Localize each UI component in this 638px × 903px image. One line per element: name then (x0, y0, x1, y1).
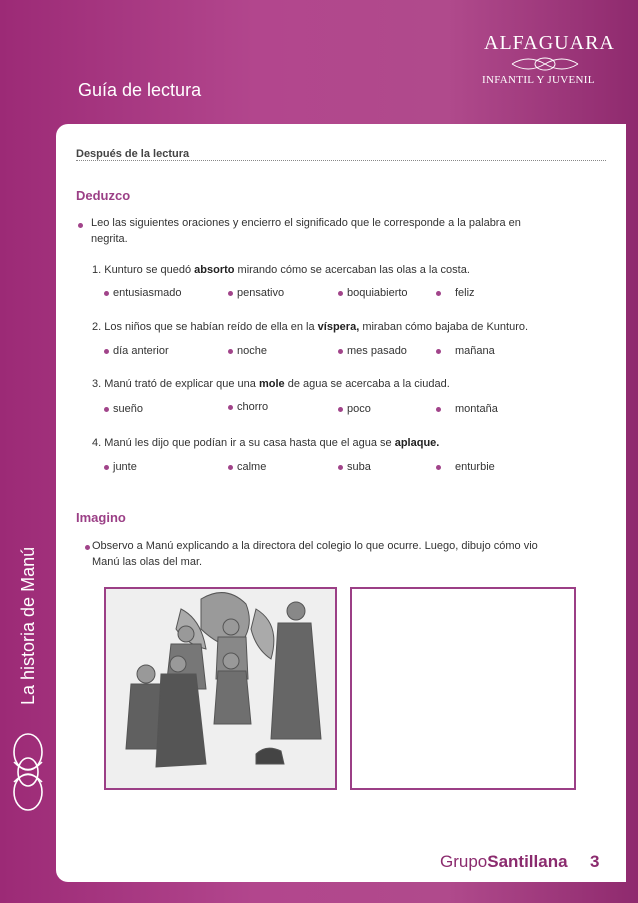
content-card (56, 124, 626, 882)
bullet-icon (436, 465, 441, 470)
bullet-icon (228, 465, 233, 470)
option[interactable]: pensativo (228, 287, 284, 299)
option[interactable]: montaña (436, 403, 498, 415)
brand-subtitle: INFANTIL Y JUVENIL (482, 74, 595, 86)
bullet-icon (338, 349, 343, 354)
sentence-1: 1. Kunturo se quedó absorto mirando cómo se acercaban las olas a la costa. (92, 264, 470, 276)
section-label: Después de la lectura (76, 148, 190, 160)
option[interactable]: entusiasmado (104, 287, 182, 299)
page-number: 3 (590, 852, 600, 871)
grupo-santillana-logo: GrupoSantillana (440, 852, 568, 871)
children-sketch-illustration (106, 589, 335, 788)
option[interactable]: junte (104, 461, 137, 473)
bullet-icon (104, 465, 109, 470)
santillana-swirl-icon (6, 722, 50, 822)
imagino-line-2: Manú las olas del mar. (92, 556, 203, 568)
option[interactable]: boquiabierto (338, 287, 408, 299)
instruction-line-1: Leo las siguientes oraciones y encierro el significado que le corresponde a la palabra en (91, 217, 521, 229)
imagino-heading: Imagino (76, 510, 126, 525)
bullet-icon (104, 291, 109, 296)
book-title: La historia de Manú (18, 546, 38, 705)
deduzco-heading: Deduzco (76, 188, 131, 203)
bullet-icon (228, 349, 233, 354)
imagino-line-1: Observo a Manú explicando a la directora del colegio lo que ocurre. Luego, dibujo cómo vio (92, 540, 538, 552)
option[interactable]: mes pasado (338, 345, 407, 357)
bullet-icon (338, 465, 343, 470)
option[interactable]: feliz (436, 287, 475, 299)
imagino-instruction (92, 538, 612, 570)
bullet-icon (85, 545, 90, 550)
sentence-4: 4. Manú les dijo que podían ir a su casa hasta que el agua se aplaque. (92, 437, 440, 449)
bullet-icon (436, 407, 441, 412)
option[interactable]: noche (228, 345, 267, 357)
page-header-title: Guía de lectura (78, 80, 202, 100)
option[interactable]: suba (338, 461, 371, 473)
alfaguara-swirl-icon (510, 54, 580, 74)
bold-word-3: mole (258, 378, 285, 390)
alfaguara-logo (470, 24, 620, 94)
instruction-line-2: negrita. (91, 233, 128, 245)
section-header (76, 144, 606, 161)
bold-word-2: víspera, (317, 321, 360, 333)
illustration-frame (104, 587, 337, 790)
bullet-icon (228, 291, 233, 296)
bullet-icon (338, 291, 343, 296)
bullet-icon (228, 405, 233, 410)
sentence-2: 2. Los niños que se habían reído de ella en la víspera, miraban cómo bajaba de Kunturo. (92, 321, 529, 333)
bullet-icon (338, 407, 343, 412)
option[interactable]: enturbie (436, 461, 495, 473)
option[interactable]: día anterior (104, 345, 169, 357)
option[interactable]: poco (338, 403, 371, 415)
option[interactable]: chorro (228, 401, 268, 413)
option[interactable]: mañana (436, 345, 495, 357)
bullet-icon (436, 349, 441, 354)
bullet-icon (436, 291, 441, 296)
sentence-3: 3. Manú trató de explicar que una mole de agua se acercaba a la ciudad. (92, 378, 450, 390)
bullet-icon (104, 349, 109, 354)
bullet-icon (104, 407, 109, 412)
option[interactable]: calme (228, 461, 266, 473)
bold-word-1: absorto (194, 264, 235, 276)
drawing-frame[interactable] (350, 587, 576, 790)
bold-word-4: aplaque. (394, 437, 440, 449)
option[interactable]: sueño (104, 403, 143, 415)
brand-name: ALFAGUARA (484, 32, 615, 54)
bullet-icon (78, 223, 83, 228)
deduzco-instruction (91, 215, 611, 247)
